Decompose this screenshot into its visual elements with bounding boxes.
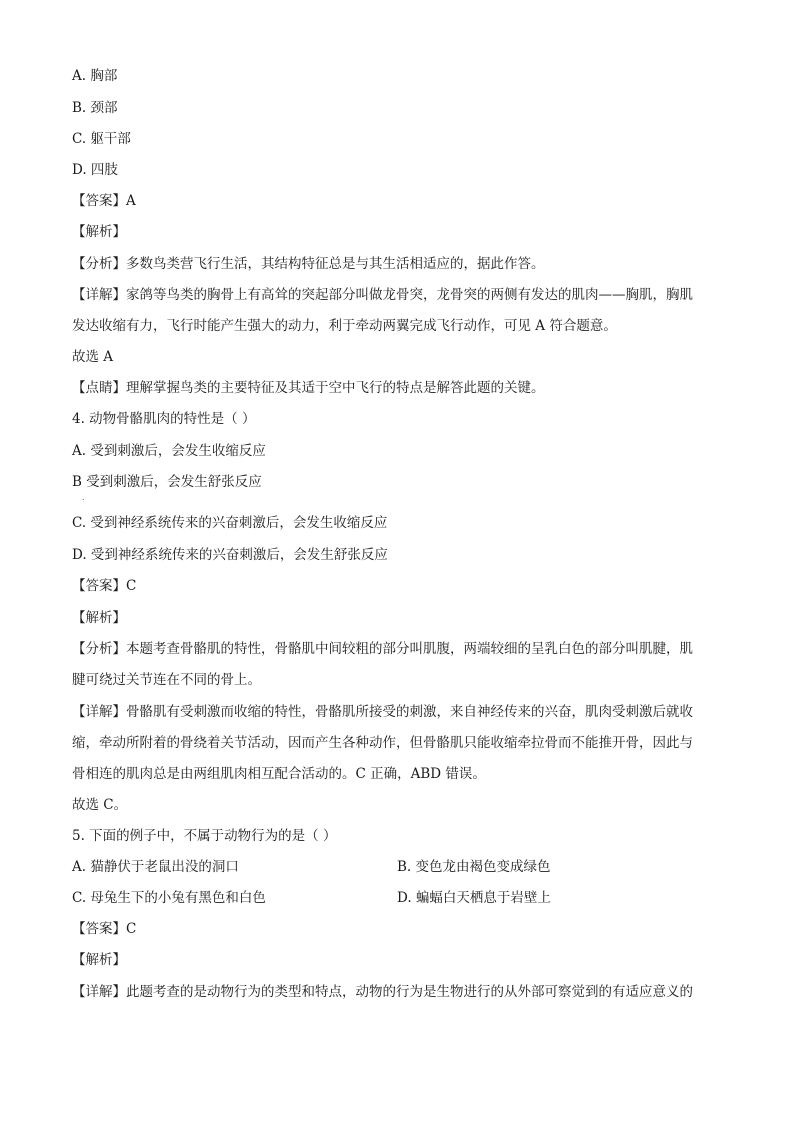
q3-analysis-heading: 【解析】 bbox=[72, 224, 126, 240]
q5-option-c: C. 母兔生下的小兔有黑色和白色 bbox=[72, 890, 266, 906]
q4-option-d: D. 受到神经系统传来的兴奋刺激后，会发生舒张反应 bbox=[72, 547, 388, 563]
q5-detail-line-1: 【详解】此题考查的是动物行为的类型和特点，动物的行为是生物进行的从外部可察觉到的有适应意义的 bbox=[72, 984, 693, 1000]
q4-detail-line-2: 缩，牵动所附着的骨绕着关节活动，因而产生各种动作，但骨骼肌只能收缩牵拉骨而不能推开骨，因此与 bbox=[72, 735, 693, 751]
q4-option-b: B 受到刺激后，会发生舒张反应 bbox=[72, 474, 262, 490]
q3-answer: 【答案】A bbox=[72, 193, 136, 209]
q3-conclusion: 故选 A bbox=[72, 349, 114, 365]
q5-option-b: B. 变色龙由褐色变成绿色 bbox=[397, 859, 551, 875]
q5-analysis-heading: 【解析】 bbox=[72, 952, 126, 968]
q5-option-a: A. 猫静伏于老鼠出没的洞口 bbox=[72, 859, 239, 875]
q5-answer: 【答案】C bbox=[72, 921, 137, 937]
q5-option-d: D. 蝙蝠白天栖息于岩壁上 bbox=[397, 890, 551, 906]
q3-tip: 【点睛】理解掌握鸟类的主要特征及其适于空中飞行的特点是解答此题的关键。 bbox=[72, 380, 545, 396]
q3-analysis: 【分析】多数鸟类营飞行生活，其结构特征总是与其生活相适应的，据此作答。 bbox=[72, 256, 545, 272]
q3-detail-line-2: 发达收缩有力，飞行时能产生强大的动力，利于牵动两翼完成飞行动作，可见 A 符合题意。 bbox=[72, 318, 617, 334]
q4-analysis-heading: 【解析】 bbox=[72, 610, 126, 626]
q3-option-a: A. 胸部 bbox=[72, 68, 118, 84]
q5-question: 5. 下面的例子中，不属于动物行为的是（ ） bbox=[72, 828, 337, 844]
q4-conclusion: 故选 C。 bbox=[72, 797, 128, 813]
q4-analysis-line-2: 腱可绕过关节连在不同的骨上。 bbox=[72, 672, 261, 688]
stray-dot-mark: . bbox=[82, 493, 85, 502]
q4-answer: 【答案】C bbox=[72, 578, 137, 594]
q3-option-b: B. 颈部 bbox=[72, 100, 118, 116]
q4-option-c: C. 受到神经系统传来的兴奋刺激后，会发生收缩反应 bbox=[72, 515, 388, 531]
q4-detail-line-3: 骨相连的肌肉总是由两组肌肉相互配合活动的。C 正确，ABD 错误。 bbox=[72, 766, 486, 782]
q4-question: 4. 动物骨骼肌肉的特性是（ ） bbox=[72, 411, 256, 427]
q3-option-d: D. 四肢 bbox=[72, 162, 118, 178]
q4-detail-line-1: 【详解】骨骼肌有受刺激而收缩的特性，骨骼肌所接受的刺激，来自神经传来的兴奋，肌肉受刺激后就收 bbox=[72, 704, 693, 720]
q3-option-c: C. 躯干部 bbox=[72, 131, 131, 147]
q4-option-a: A. 受到刺激后，会发生收缩反应 bbox=[72, 443, 266, 459]
q4-analysis-line-1: 【分析】本题考查骨骼肌的特性，骨骼肌中间较粗的部分叫肌腹，两端较细的呈乳白色的部分叫肌腱，肌 bbox=[72, 641, 693, 657]
q3-detail-line-1: 【详解】家鸽等鸟类的胸骨上有高耸的突起部分叫做龙骨突，龙骨突的两侧有发达的肌肉——胸肌，胸肌 bbox=[72, 287, 693, 303]
